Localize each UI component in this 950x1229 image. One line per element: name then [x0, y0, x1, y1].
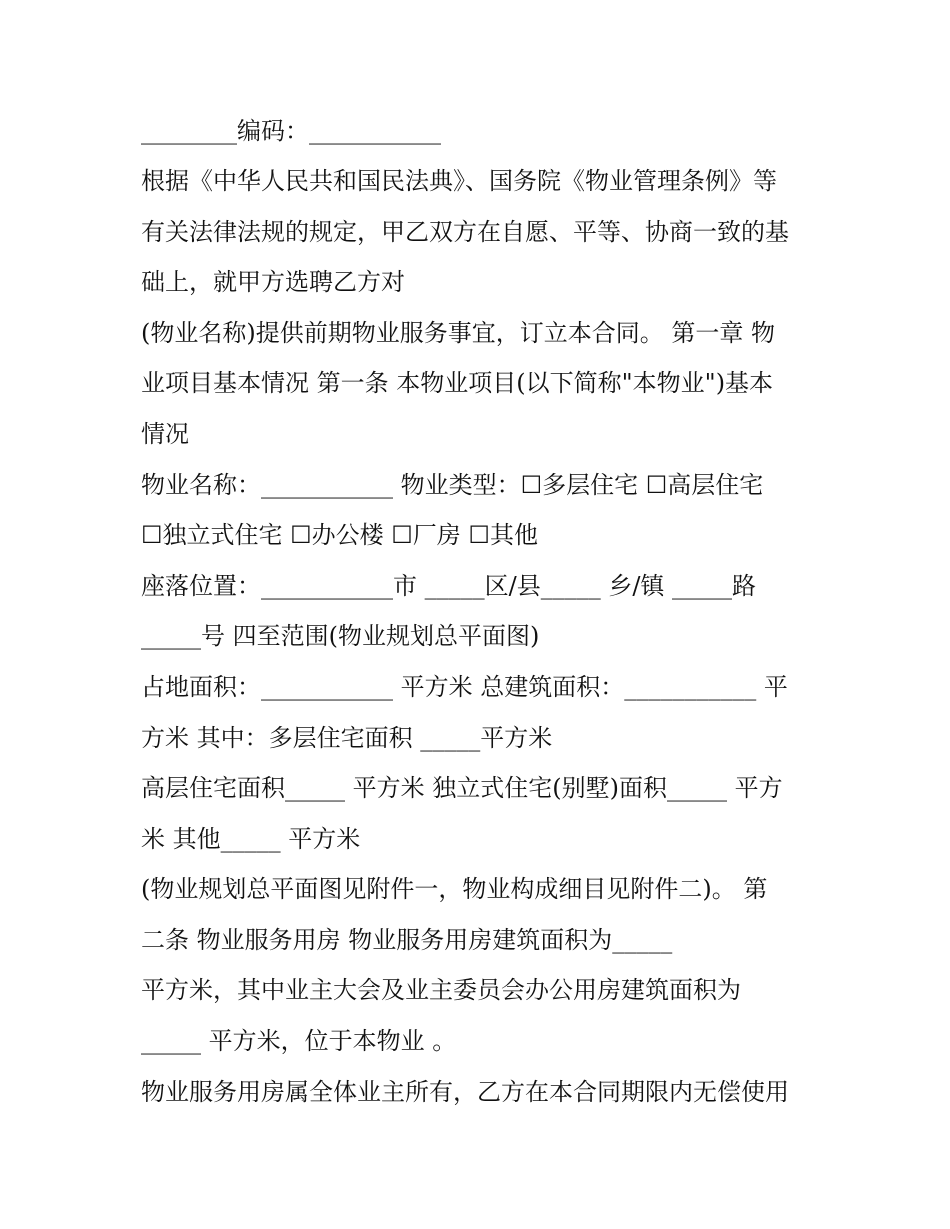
text-line: 方米 其中：多层住宅面积 _____平方米: [141, 724, 553, 752]
text-line: (物业名称)提供前期物业服务事宜，订立本合同。 第一章 物: [141, 319, 775, 347]
text-line: 占地面积：___________ 平方米 总建筑面积：___________ 平: [141, 673, 788, 701]
code-line: ________编码：___________: [141, 117, 441, 145]
text-line: _____号 四至范围(物业规划总平面图): [141, 622, 540, 650]
text-line: ☐独立式住宅 ☐办公楼 ☐厂房 ☐其他: [141, 521, 538, 549]
text-line: 有关法律法规的规定，甲乙双方在自愿、平等、协商一致的基: [141, 218, 789, 246]
text-line: 二条 物业服务用房 物业服务用房建筑面积为_____: [141, 926, 673, 954]
text-line: 平方米，其中业主大会及业主委员会办公用房建筑面积为: [141, 976, 741, 1004]
text-line: 根据《中华人民共和国民法典》、国务院《物业管理条例》等: [141, 167, 777, 195]
text-line: 高层住宅面积_____ 平方米 独立式住宅(别墅)面积_____ 平方: [141, 774, 783, 802]
text-line: _____ 平方米，位于本物业 。: [141, 1027, 457, 1055]
text-line: 物业名称：___________ 物业类型：☐多层住宅 ☐高层住宅: [141, 471, 764, 499]
text-line: (物业规划总平面图见附件一，物业构成细目见附件二)。 第: [141, 875, 768, 903]
text-line: 情况: [141, 420, 189, 448]
text-line: 业项目基本情况 第一条 本物业项目(以下简称"本物业")基本: [141, 369, 774, 397]
text-line: 物业服务用房属全体业主所有，乙方在本合同期限内无偿使用: [141, 1078, 789, 1106]
text-line: 米 其他_____ 平方米: [141, 825, 361, 853]
text-line: 础上，就甲方选聘乙方对: [141, 268, 405, 296]
text-line: 座落位置：___________市 _____区/县_____ 乡/镇 _____路: [141, 572, 757, 600]
